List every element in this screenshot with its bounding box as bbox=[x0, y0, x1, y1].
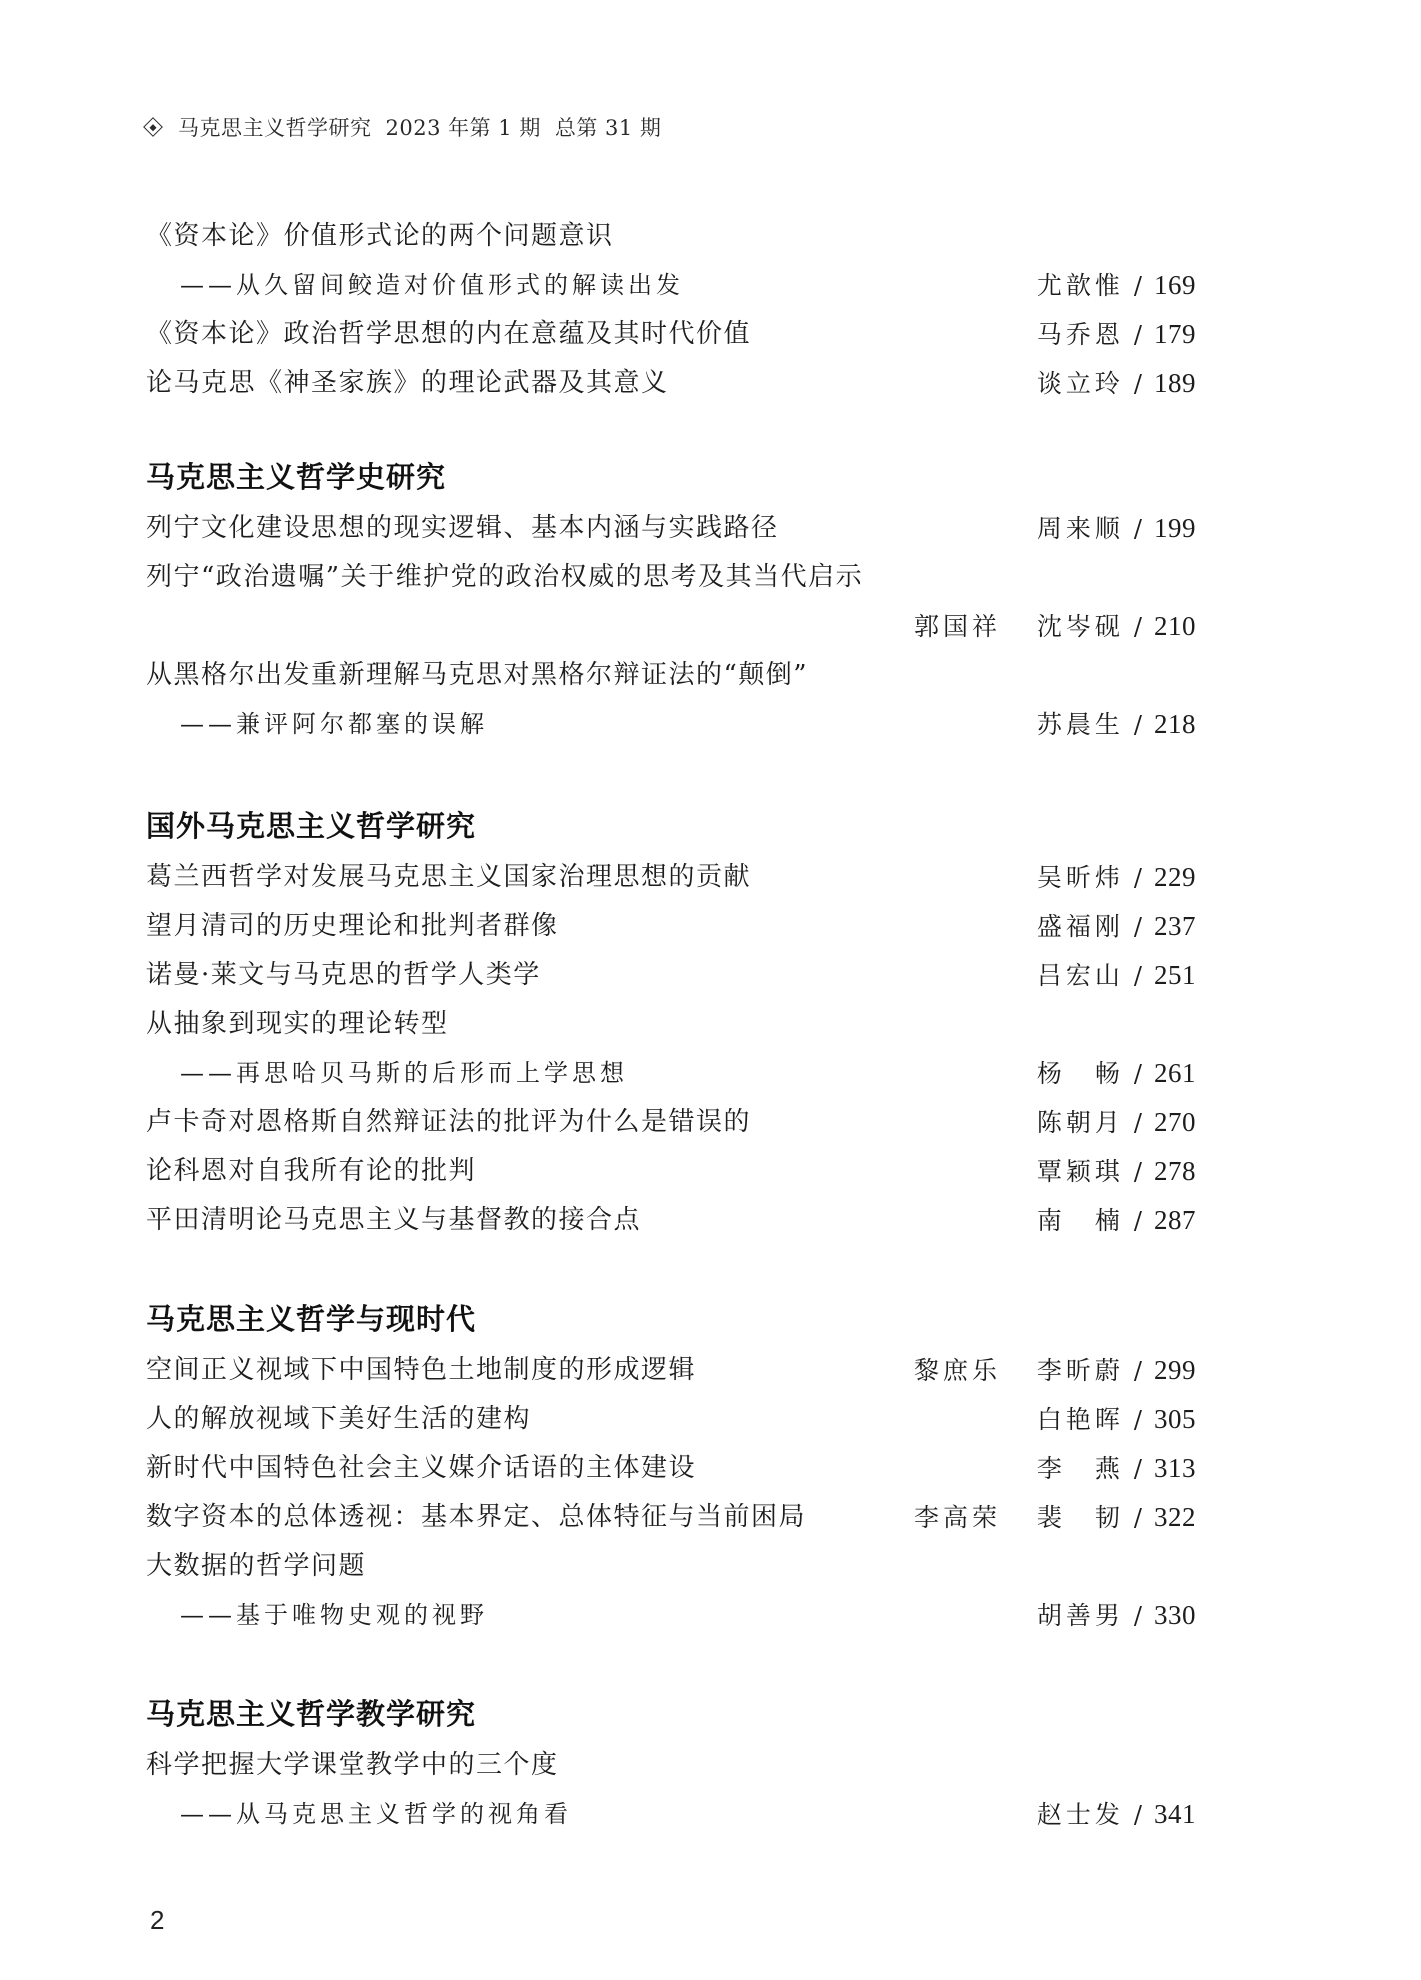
section-heading: 国外马克思主义哲学研究 bbox=[146, 809, 477, 843]
page-number: 189 bbox=[1154, 368, 1196, 398]
author: 白艳晖 bbox=[1036, 1405, 1124, 1434]
page-number: 179 bbox=[1154, 319, 1196, 349]
section-heading: 马克思主义哲学与现时代 bbox=[146, 1302, 477, 1336]
author: 陈朝月 bbox=[1036, 1108, 1124, 1137]
page-number: 299 bbox=[1154, 1355, 1196, 1385]
page-number: 313 bbox=[1154, 1453, 1196, 1483]
toc-entry-title[interactable]: 从抽象到现实的理论转型 bbox=[146, 1009, 449, 1039]
author: 谈立玲 bbox=[1036, 369, 1124, 398]
page-number: 330 bbox=[1154, 1600, 1196, 1630]
toc-entry-subtitle[interactable]: ——再思哈贝马斯的后形而上学思想 杨 畅 / 261 bbox=[180, 1058, 1196, 1088]
author: 李 燕 bbox=[1036, 1454, 1124, 1483]
page-number: 278 bbox=[1154, 1156, 1196, 1186]
author: 盛福刚 bbox=[1036, 912, 1124, 941]
author: 赵士发 bbox=[1036, 1800, 1124, 1829]
diamond-ornament-icon bbox=[143, 117, 163, 137]
toc-section bbox=[146, 212, 1196, 408]
page-number: 341 bbox=[1154, 1799, 1196, 1829]
toc-entry-title[interactable]: 列宁“政治遗嘱”关于维护党的政治权威的思考及其当代启示 bbox=[146, 562, 864, 592]
running-head bbox=[146, 112, 661, 142]
author: 胡善男 bbox=[1036, 1601, 1124, 1630]
toc-entry[interactable]: 望月清司的历史理论和批判者群像 盛福刚 / 237 bbox=[146, 911, 1196, 941]
author: 覃颖琪 bbox=[1036, 1157, 1124, 1186]
toc-entry[interactable]: 诺曼·莱文与马克思的哲学人类学 吕宏山 / 251 bbox=[146, 960, 1196, 990]
toc-section bbox=[146, 454, 1196, 749]
toc-entry-title[interactable]: 科学把握大学课堂教学中的三个度 bbox=[146, 1750, 559, 1780]
toc-entry[interactable]: 新时代中国特色社会主义媒介话语的主体建设 李 燕 / 313 bbox=[146, 1453, 1196, 1483]
toc-entry-subtitle[interactable]: ——从久留间鲛造对价值形式的解读出发 尤歆惟 / 169 bbox=[180, 270, 1196, 300]
page-number: 218 bbox=[1154, 709, 1196, 739]
author: 吴昕炜 bbox=[1036, 863, 1124, 892]
toc-entry-subtitle[interactable]: ——从马克思主义哲学的视角看 赵士发 / 341 bbox=[180, 1799, 1196, 1829]
toc-section bbox=[146, 1296, 1196, 1640]
author: 吕宏山 bbox=[1036, 961, 1124, 990]
issue-label: 2023 年第 1 期 bbox=[385, 116, 541, 140]
author: 南 楠 bbox=[1036, 1206, 1124, 1235]
toc-entry-authors[interactable]: 郭国祥 沈岑砚 / 210 bbox=[146, 602, 1196, 651]
author: 裴 韧 bbox=[1036, 1503, 1124, 1532]
toc-section bbox=[146, 1691, 1196, 1839]
page-number: 261 bbox=[1154, 1058, 1196, 1088]
toc-entry[interactable]: 人的解放视域下美好生活的建构 白艳晖 / 305 bbox=[146, 1404, 1196, 1434]
page-number: 287 bbox=[1154, 1205, 1196, 1235]
author: 马乔恩 bbox=[1036, 320, 1124, 349]
page-number: 322 bbox=[1154, 1502, 1196, 1532]
toc-entry[interactable]: 平田清明论马克思主义与基督教的接合点 南 楠 / 287 bbox=[146, 1205, 1196, 1235]
toc-entry[interactable]: 《资本论》政治哲学思想的内在意蕴及其时代价值 马乔恩 / 179 bbox=[146, 319, 1196, 349]
journal-name: 马克思主义哲学研究 bbox=[178, 116, 372, 140]
toc-entry[interactable]: 论马克思《神圣家族》的理论武器及其意义 谈立玲 / 189 bbox=[146, 368, 1196, 398]
page-number: 229 bbox=[1154, 862, 1196, 892]
author: 沈岑砚 bbox=[1036, 612, 1124, 641]
toc-entry[interactable]: 空间正义视域下中国特色土地制度的形成逻辑 黎庶乐 李昕蔚 / 299 bbox=[146, 1346, 1196, 1395]
page-number: 199 bbox=[1154, 513, 1196, 543]
toc-entry-title[interactable]: 从黑格尔出发重新理解马克思对黑格尔辩证法的“颠倒” bbox=[146, 660, 809, 690]
author: 尤歆惟 bbox=[1036, 271, 1124, 300]
page-number: 270 bbox=[1154, 1107, 1196, 1137]
toc-entry-subtitle[interactable]: ——基于唯物史观的视野 胡善男 / 330 bbox=[180, 1600, 1196, 1630]
toc-section bbox=[146, 803, 1196, 1245]
section-heading: 马克思主义哲学史研究 bbox=[146, 460, 447, 494]
page-number: 237 bbox=[1154, 911, 1196, 941]
toc-entry-title[interactable]: 《资本论》价值形式论的两个问题意识 bbox=[146, 221, 614, 251]
co-author: 郭国祥 bbox=[913, 612, 1001, 641]
author: 杨 畅 bbox=[1036, 1059, 1124, 1088]
page-number: 210 bbox=[1154, 611, 1196, 641]
page-number: 305 bbox=[1154, 1404, 1196, 1434]
toc-entry[interactable]: 列宁文化建设思想的现实逻辑、基本内涵与实践路径 周来顺 / 199 bbox=[146, 513, 1196, 543]
author: 周来顺 bbox=[1036, 514, 1124, 543]
author: 苏晨生 bbox=[1036, 710, 1124, 739]
page-number: 169 bbox=[1154, 270, 1196, 300]
toc-entry[interactable]: 数字资本的总体透视：基本界定、总体特征与当前困局 李高荣 裴 韧 / 322 bbox=[146, 1493, 1196, 1542]
co-author: 李高荣 bbox=[913, 1503, 1001, 1532]
page-folio: 2 bbox=[150, 1905, 165, 1935]
section-heading: 马克思主义哲学教学研究 bbox=[146, 1697, 477, 1731]
author: 李昕蔚 bbox=[1036, 1356, 1124, 1385]
toc-entry[interactable]: 论科恩对自我所有论的批判 覃颖琪 / 278 bbox=[146, 1156, 1196, 1186]
toc-entry[interactable]: 葛兰西哲学对发展马克思主义国家治理思想的贡献 吴昕炜 / 229 bbox=[146, 862, 1196, 892]
total-issue-label: 总第 31 期 bbox=[554, 116, 662, 140]
co-author: 黎庶乐 bbox=[913, 1356, 1001, 1385]
toc-entry-title[interactable]: 大数据的哲学问题 bbox=[146, 1551, 367, 1581]
toc-entry-subtitle[interactable]: ——兼评阿尔都塞的误解 苏晨生 / 218 bbox=[180, 709, 1196, 739]
page-number: 251 bbox=[1154, 960, 1196, 990]
toc-entry[interactable]: 卢卡奇对恩格斯自然辩证法的批评为什么是错误的 陈朝月 / 270 bbox=[146, 1107, 1196, 1137]
